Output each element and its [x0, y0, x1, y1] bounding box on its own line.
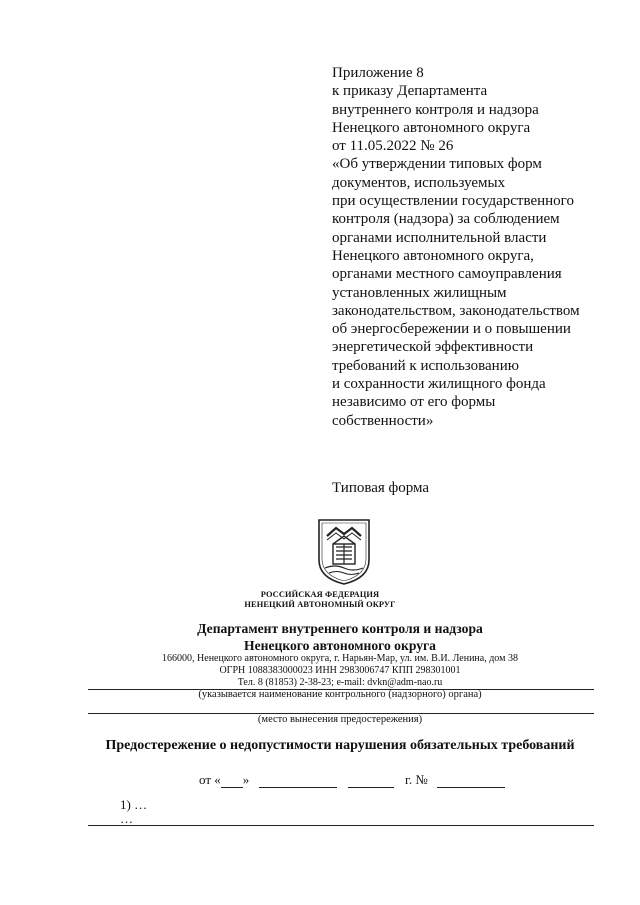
region-title: НЕНЕЦКИЙ АВТОНОМНЫЙ ОКРУГ	[244, 600, 396, 609]
appendix-line: независимо от его формы	[332, 394, 496, 411]
date-close-quote: »	[242, 772, 250, 787]
item-1: 1) …	[120, 797, 148, 812]
appendix-line: энергетической эффективности	[332, 339, 534, 356]
appendix-line: об энергосбережении и о повышении	[332, 321, 571, 338]
organ-caption: (указывается наименование контрольного (надзорного) органа)	[198, 689, 482, 700]
appendix-line: и сохранности жилищного фонда	[332, 376, 546, 393]
department-region: Ненецкого автономного округа	[244, 638, 436, 653]
day-field[interactable]	[221, 774, 243, 788]
department-contacts: Тел. 8 (81853) 2-38-23; e-mail: dvkn@adm-nao.ru	[237, 677, 443, 688]
appendix-line: Ненецкого автономного округа	[332, 119, 531, 136]
appendix-line: «Об утверждении типовых форм	[332, 156, 542, 173]
date-prefix: от «	[199, 772, 221, 787]
year-field[interactable]	[348, 774, 394, 788]
item-rule	[88, 825, 594, 826]
appendix-line: при осуществлении государственного	[332, 193, 574, 210]
appendix-line: собственности»	[332, 412, 434, 429]
appendix-line: контроля (надзора) за соблюдением	[332, 211, 560, 228]
place-caption: (место вынесения предостережения)	[257, 714, 423, 725]
appendix-line: от 11.05.2022 № 26	[332, 138, 454, 155]
number-field[interactable]	[437, 774, 505, 788]
appendix-line: органами исполнительной власти	[332, 229, 547, 246]
appendix-line: внутреннего контроля и надзора	[332, 101, 539, 118]
date-number-line	[199, 772, 505, 788]
appendix-line: законодательством, законодательством	[332, 302, 580, 319]
document-title: Предостережение о недопустимости нарушения обязательных требований	[105, 738, 575, 753]
department-address: 166000, Ненецкого автономного округа, г. Нарьян-Мар, ул. им. В.И. Ленина, дом 38	[162, 653, 518, 664]
appendix-line: установленных жилищным	[332, 284, 507, 301]
federation-title: РОССИЙСКАЯ ФЕДЕРАЦИЯ	[260, 590, 380, 599]
number-label: г. №	[405, 772, 428, 787]
coat-of-arms-icon	[313, 514, 375, 588]
form-type-label: Типовая форма	[332, 480, 430, 496]
department-registration: ОГРН 1088383000023 ИНН 2983006747 КПП 298301001	[219, 665, 461, 676]
item-ellipsis: …	[120, 811, 133, 826]
appendix-line: к приказу Департамента	[332, 83, 488, 100]
appendix-line: требований к использованию	[332, 357, 519, 374]
appendix-block	[332, 64, 622, 430]
appendix-line: Приложение 8	[332, 65, 424, 81]
month-field[interactable]	[259, 774, 337, 788]
appendix-line: органами местного самоуправления	[332, 266, 562, 283]
appendix-line: документов, используемых	[332, 174, 506, 191]
department-name: Департамент внутреннего контроля и надзора	[197, 621, 483, 636]
appendix-line: Ненецкого автономного округа,	[332, 247, 534, 264]
